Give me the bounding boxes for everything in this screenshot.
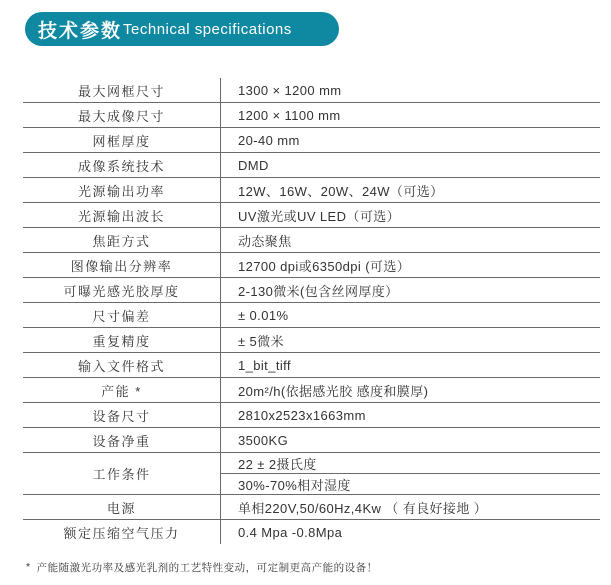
spec-value: 30%-70%相对湿度 (238, 477, 351, 493)
spec-table (23, 78, 600, 544)
spec-label: 最大网框尺寸 (77, 83, 165, 99)
footnote (26, 560, 378, 575)
spec-value: 20-40 mm (220, 128, 600, 152)
table-row (23, 203, 600, 228)
spec-label: 光源输出波长 (77, 208, 165, 224)
spec-label: 设备净重 (92, 433, 151, 449)
spec-label: 输入文件格式 (77, 358, 165, 374)
table-row (23, 103, 600, 128)
spec-value: 动态聚焦 (220, 228, 600, 252)
footnote-asterisk: * (26, 561, 31, 573)
spec-label: 额定压缩空气压力 (63, 525, 180, 541)
table-row (23, 253, 600, 278)
spec-label: 焦距方式 (92, 233, 151, 249)
spec-value: 22 ± 2摄氏度 (221, 453, 600, 474)
spec-label: 最大成像尺寸 (77, 108, 165, 124)
spec-label: 成像系统技术 (77, 158, 165, 174)
spec-label: 尺寸偏差 (92, 308, 151, 324)
spec-value: 2-130微米(包含丝网厚度） (220, 278, 600, 302)
section-title-zh: 技术参数 (38, 20, 123, 42)
spec-value: 0.4 Mpa -0.8Mpa (220, 520, 600, 544)
spec-value: ± 5微米 (220, 328, 600, 352)
table-row (23, 403, 600, 428)
spec-value: 12W、16W、20W、24W（可选） (220, 178, 600, 202)
table-row (23, 178, 600, 203)
spec-label: 图像输出分辨率 (70, 258, 173, 274)
spec-value: DMD (220, 153, 600, 177)
table-row (23, 303, 600, 328)
table-row (23, 353, 600, 378)
spec-label: 重复精度 (92, 333, 151, 349)
spec-label: 工作条件 (92, 467, 151, 482)
table-row (23, 128, 600, 153)
table-row (23, 495, 600, 520)
spec-value: 12700 dpi或6350dpi (可选） (220, 253, 600, 277)
spec-value: 20m²/h(依据感光胶 感度和膜厚) (220, 378, 600, 402)
spec-value: 单相220V,50/60Hz,4Kw （ 有良好接地 ） (220, 495, 600, 519)
spec-label: 产能 * (101, 383, 142, 399)
table-row (23, 78, 600, 103)
table-row (23, 520, 600, 544)
spec-label: 可曝光感光胶厚度 (63, 283, 180, 299)
table-row (23, 153, 600, 178)
spec-label: 设备尺寸 (92, 408, 151, 424)
table-row (23, 428, 600, 453)
spec-value: 2810x2523x1663mm (220, 403, 600, 427)
spec-label: 光源输出功率 (77, 183, 165, 199)
spec-label: 网框厚度 (92, 133, 151, 149)
spec-value: ± 0.01% (220, 303, 600, 327)
table-row (23, 378, 600, 403)
table-row (23, 228, 600, 253)
footnote-text: 产能随激光功率及感光乳剂的工艺特性变动，可定制更高产能的设备！ (36, 562, 378, 574)
section-title-en: Technical specifications (123, 20, 292, 38)
table-row (23, 328, 600, 353)
spec-label: 电源 (106, 500, 136, 516)
section-banner (25, 12, 339, 46)
spec-value: 3500KG (220, 428, 600, 452)
spec-value: 1200 × 1100 mm (220, 103, 600, 127)
table-row (23, 453, 600, 495)
spec-value: UV激光或UV LED（可选） (220, 203, 600, 227)
table-row (23, 278, 600, 303)
spec-value: 1_bit_tiff (220, 353, 600, 377)
spec-value-group (220, 453, 600, 494)
spec-value: 1300 × 1200 mm (220, 78, 600, 102)
